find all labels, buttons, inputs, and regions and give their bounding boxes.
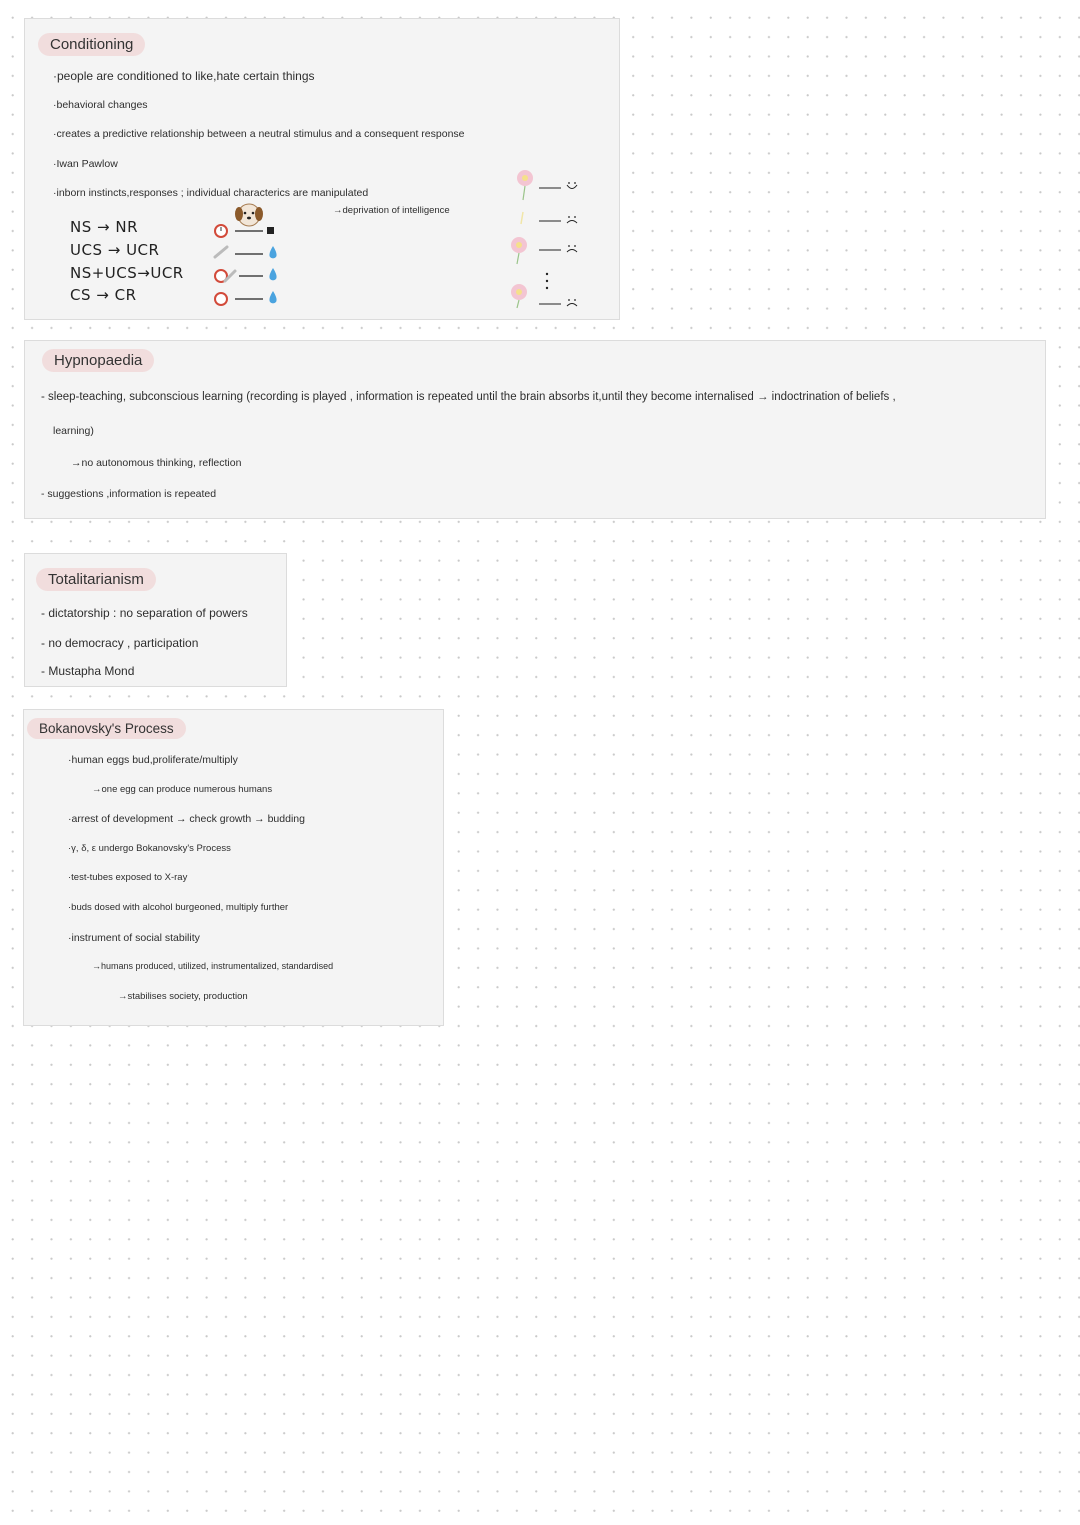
hypnopaedia-line-2: →no autonomous thinking, reflection — [71, 457, 242, 469]
conditioning-line-1: ·people are conditioned to like,hate certain things — [53, 69, 315, 83]
conditioning-note: →deprivation of intelligence — [333, 205, 450, 216]
conditioning-line-4: ·Iwan Pawlow — [53, 158, 118, 170]
equation-ucs-ucr: UCS → UCR — [70, 241, 160, 259]
clock-icon — [215, 225, 227, 237]
flower-icon — [511, 284, 527, 308]
hypnopaedia-card — [24, 340, 1046, 519]
conditioning-title: Conditioning — [38, 33, 145, 56]
flower-icon — [517, 170, 533, 200]
conditioning-line-5: ·inborn instincts,responses ; individual characterics are manipulated — [53, 187, 369, 199]
bokanovsky-title: Bokanovsky's Process — [27, 718, 186, 739]
bokanovsky-card — [23, 709, 444, 1026]
bokanovsky-line-7: ·instrument of social stability — [68, 932, 200, 944]
bokanovsky-line-3: ·arrest of development → check growth → budding — [68, 813, 305, 825]
bokanovsky-line-6: ·buds dosed with alcohol burgeoned, multiply further — [68, 902, 289, 913]
equation-ns-ucs-ucr: NS+UCS→UCR — [70, 264, 184, 282]
totalitarianism-card — [24, 553, 287, 687]
hypnopaedia-line-3: - suggestions ,information is repeated — [41, 488, 217, 500]
flower-icon — [511, 237, 527, 264]
bokanovsky-line-4: ·γ, δ, ε undergo Bokanovsky's Process — [68, 843, 231, 854]
hypnopaedia-line-1b: learning) — [53, 425, 94, 437]
hypnopaedia-title: Hypnopaedia — [42, 349, 154, 372]
totalitarianism-line-2: - no democracy , participation — [41, 636, 199, 650]
bokanovsky-line-1: ·human eggs bud,proliferate/multiply — [68, 754, 238, 766]
water-drop-icon — [269, 246, 276, 258]
totalitarianism-title: Totalitarianism — [36, 568, 156, 591]
conditioning-card — [24, 18, 620, 320]
water-drop-icon — [269, 291, 276, 303]
clock-icon — [215, 293, 227, 305]
bokanovsky-line-9: →stabilises society, production — [118, 991, 248, 1002]
bokanovsky-line-5: ·test-tubes exposed to X-ray — [68, 872, 188, 883]
totalitarianism-line-1: - dictatorship : no separation of powers — [41, 606, 248, 620]
bokanovsky-line-2: →one egg can produce numerous humans — [92, 784, 273, 795]
water-drop-icon — [269, 268, 276, 280]
equation-ns-nr: NS → NR — [70, 218, 138, 236]
conditioning-line-3: ·creates a predictive relationship between a neutral stimulus and a consequent response — [53, 128, 465, 140]
conditioning-line-2: ·behavioral changes — [53, 99, 148, 111]
dog-icon — [235, 204, 263, 226]
equation-cs-cr: CS → CR — [70, 286, 137, 304]
flower-faces-illustration — [499, 164, 589, 309]
hypnopaedia-line-1: - sleep-teaching, subconscious learning (recording is played , information is repeated until the brain absorbs it,until they become internalised → indoctrination of beliefs , — [41, 391, 896, 403]
bone-icon — [215, 247, 227, 257]
bokanovsky-line-8: →humans produced, utilized, instrumentalized, standardised — [92, 961, 334, 971]
pavlov-illustration — [209, 201, 309, 311]
square-icon — [267, 227, 274, 234]
totalitarianism-line-3: - Mustapha Mond — [41, 664, 135, 678]
